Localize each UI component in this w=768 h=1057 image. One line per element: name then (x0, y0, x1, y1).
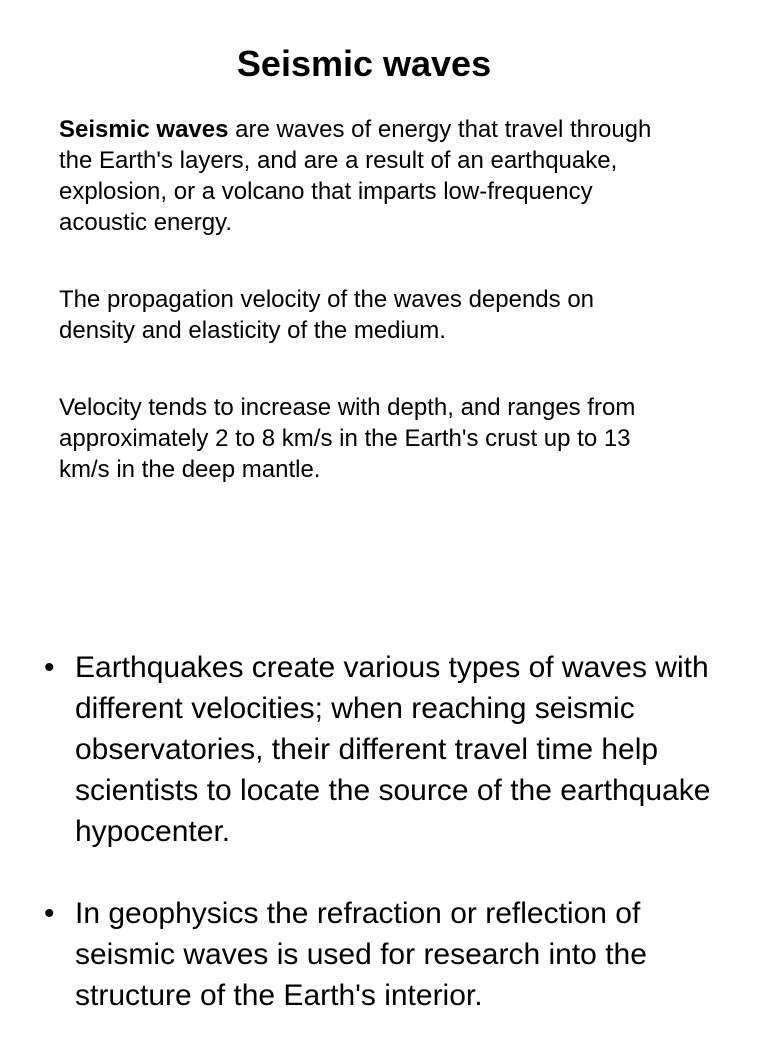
intro-term: Seismic waves (59, 116, 229, 143)
intro-paragraph-1 (59, 114, 659, 238)
intro-block (59, 114, 659, 485)
page-title: Seismic waves (236, 43, 492, 84)
bullet-marker: • (44, 897, 55, 930)
bullet-item (0, 893, 740, 1016)
bullet-item (0, 647, 740, 852)
bullet-marker: • (44, 651, 55, 684)
bullet-text: Earthquakes create various types of waves with different velocities; when reaching seismic observatories, their different travel time help scientists to locate the source of the earthquake hypocenter. (75, 651, 711, 848)
bullet-list (0, 647, 740, 1057)
intro-paragraph-3: Velocity tends to increase with depth, and ranges from approximately 2 to 8 km/s in the Earth's crust up to 13 km/s in the deep mantle. (59, 394, 636, 483)
bullet-text: In geophysics the refraction or reflection of seismic waves is used for research into the structure of the Earth's interior. (75, 897, 647, 1012)
intro-paragraph-1-text: are waves of energy that travel through the Earth's layers, and are a result of an earthquake, explosion, or a volcano that imparts low-frequency acoustic energy. (59, 116, 652, 236)
intro-paragraph-2: The propagation velocity of the waves depends on density and elasticity of the medium. (59, 286, 595, 344)
